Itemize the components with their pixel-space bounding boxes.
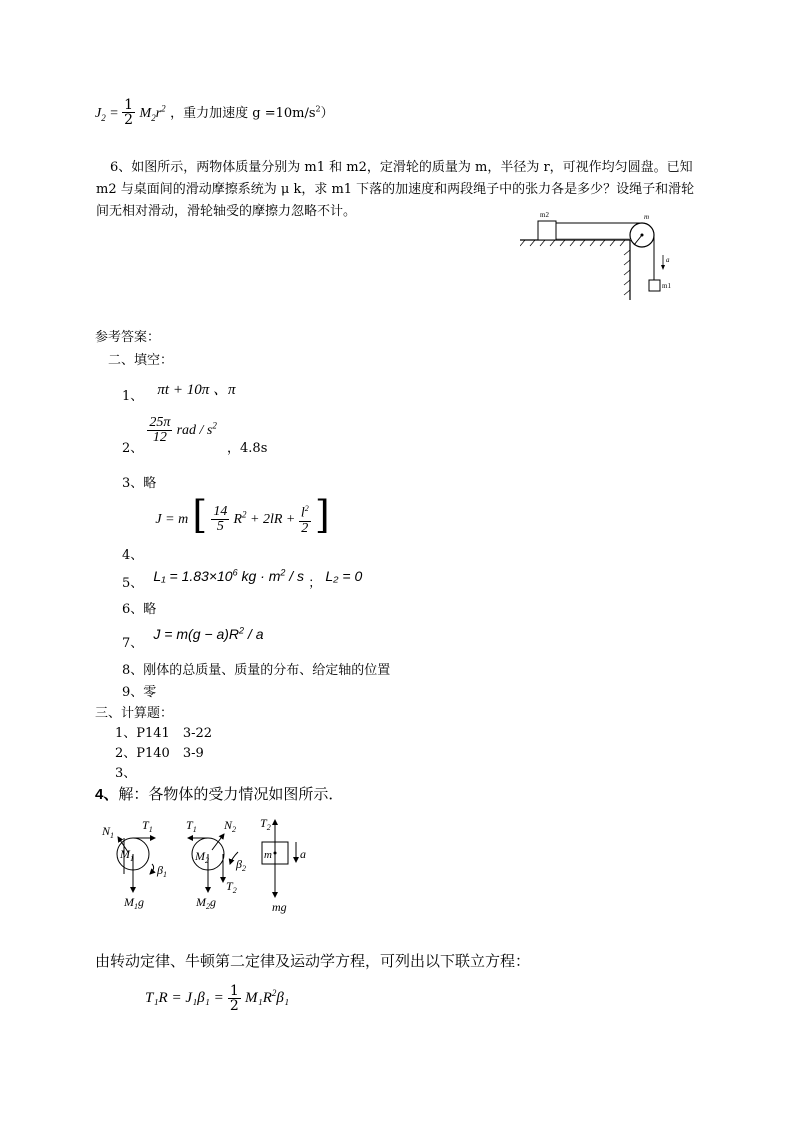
answer-7: 7、 $J = m(g - a)R^2 / a$ [122, 625, 264, 651]
fill-heading: 二、填空： [108, 353, 174, 368]
label-a: a [666, 256, 670, 264]
answer-9: 9、零 [122, 685, 157, 700]
svg-text:T2: $T_2$ [260, 816, 271, 832]
answer-6: 6、略 [122, 602, 157, 617]
answer-3: 3、略 [122, 476, 157, 491]
free-body-diagrams [100, 812, 340, 917]
label-m1: m1 [662, 282, 671, 290]
header-formula: $J_2$ = $\frac{1}{2}$ $M_2r^2$ ，重力加速度 $g =10m/s^2$） [95, 97, 334, 128]
svg-text:M1: $M_1$ [120, 847, 134, 863]
conclusion-text: 由转动定律、牛顿第二定律及运动学方程，可列出以下联立方程： [95, 952, 531, 970]
question-6-text: 6、如图所示，两物体质量分别为 m1 和 m2，定滑轮的质量为 m，半径为 r，可视作均匀圆盘。已知 m2 与桌面间的滑动摩擦系统为 μ k，求 m1 下落的加速度和两段绳子中的张力各是多少？设绳子和滑轮间无相对滑动，滑轮轴受的摩擦力忽略不计。 [96, 160, 695, 219]
block-m1 [649, 280, 660, 291]
j2-symbol: $J_2$ = [95, 105, 123, 123]
calc-3: 3、 [115, 766, 137, 781]
svg-text:N1: $N_1$ [102, 824, 115, 840]
svg-text:M2: $M_2$ [195, 849, 209, 865]
svg-text:mg: mg [272, 900, 287, 914]
answer-1: 1、 πt + 10π 、π [122, 382, 236, 404]
label-m: m [644, 213, 650, 221]
calc-1: 1、P141 3-22 [115, 726, 213, 741]
pulley-figure [520, 205, 690, 305]
svg-text:β2: $\beta_2$ [236, 857, 246, 873]
gravity-text: ，重力加速度 $g =10m/s^2$） [170, 104, 334, 121]
answer-8: 8、刚体的总质量、质量的分布、给定轴的位置 [122, 663, 391, 678]
answer-4: 4、 J = m [ $\frac{14}{5}$ $R^2 + 2lR$ + $\frac{l^2}{2}$ ] [122, 493, 330, 563]
label-m2: m2 [540, 211, 549, 219]
svg-text:M2g: $M_2g$ [196, 895, 216, 911]
final-equation: T₁R = J₁β₁ = $\frac{1}{2}$ $M_1R^2\beta_1$ [145, 983, 290, 1014]
svg-text:T1: $T_1$ [142, 818, 153, 834]
svg-text:m: m [264, 849, 272, 861]
svg-text:N2: $N_2$ [224, 818, 237, 834]
svg-text:a: a [300, 847, 306, 861]
answer-5: 5、 $L_1 = 1.83\times 10^6$ kg · $m^2$ / s ； L₂ = 0 [122, 567, 363, 591]
half-fraction: $\frac{1}{2}$ [124, 97, 134, 128]
svg-text:β1: $\beta_1$ [157, 863, 167, 879]
answer-2: 2、 $\frac{25\pi}{12}$ rad / $s^2$ ，4.8s [122, 415, 268, 456]
answers-heading: 参考答案： [95, 330, 161, 345]
calc-2: 2、P140 3-9 [115, 746, 204, 761]
block-m2 [538, 221, 556, 240]
calc-4: 4、解：各物体的受力情况如图所示． [95, 785, 344, 803]
svg-text:M1g: $M_1g$ [124, 895, 144, 911]
svg-text:T1: $T_1$ [186, 818, 197, 834]
svg-text:T2: $T_2$ [226, 879, 237, 895]
calc-heading: 三、计算题： [95, 706, 174, 721]
